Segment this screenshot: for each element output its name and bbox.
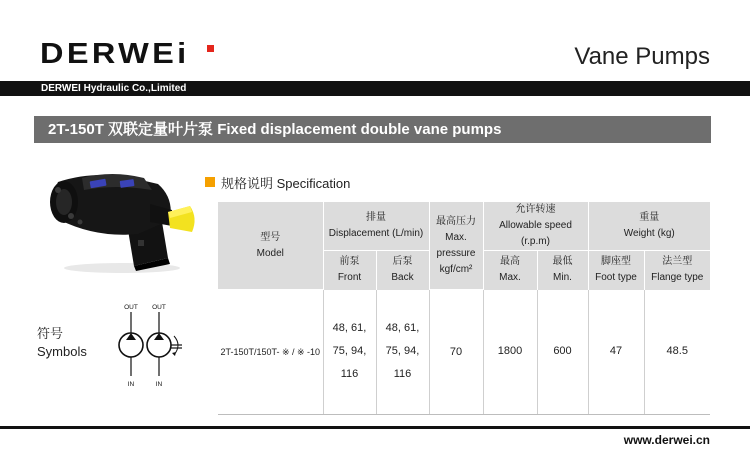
specification-title: 规格说明 Specification xyxy=(221,175,351,191)
header-front-cn: 前泵 xyxy=(339,256,360,268)
out-label-2: OUT xyxy=(152,304,166,311)
header-speed-cn: 允许转速 xyxy=(515,204,556,215)
header-flange-type xyxy=(644,251,710,290)
header-max-pressure xyxy=(429,202,483,290)
bullet-square-icon xyxy=(205,177,215,187)
header-pressure-max: Max. xyxy=(445,231,467,243)
header-pressure-word: pressure xyxy=(436,247,476,259)
header-min-cn: 最低 xyxy=(552,256,573,268)
in-label-1: IN xyxy=(127,381,135,388)
cell-front-line-3: 116 xyxy=(340,368,359,381)
header-max-cn: 最高 xyxy=(500,256,520,268)
cell-back-line-2: 75, 94, xyxy=(385,345,420,358)
cell-max-pressure: 70 xyxy=(429,290,483,415)
cell-front-line-2: 75, 94, xyxy=(332,345,367,358)
footer-divider xyxy=(0,426,750,429)
header-back-cn: 后泵 xyxy=(392,256,413,268)
cell-back-displacement xyxy=(376,290,429,415)
header-back-en: Back xyxy=(391,272,414,284)
cell-front-line-1: 48, 61, xyxy=(332,322,367,335)
header-displacement-cn: 排量 xyxy=(366,212,386,223)
header-weight-cn: 重量 xyxy=(639,212,660,223)
cell-max-speed: 1800 xyxy=(483,290,537,415)
header-foot-cn: 脚座型 xyxy=(601,256,631,268)
header-displacement-en: Displacement (L/min) xyxy=(328,228,424,239)
header-flange-en: Flange type xyxy=(651,272,704,284)
page-title: Vane Pumps xyxy=(574,43,710,70)
header-pressure-unit: kgf/cm² xyxy=(439,263,473,275)
header-max-speed xyxy=(483,251,537,290)
cell-foot-weight: 47 xyxy=(588,290,644,415)
header-foot-type xyxy=(588,251,644,290)
in-label-2: IN xyxy=(155,381,163,388)
company-logo xyxy=(40,38,190,70)
header-max-en: Max. xyxy=(499,272,521,284)
header-model-cn: 型号 xyxy=(260,231,281,243)
company-name: DERWEI Hydraulic Co.,Limited xyxy=(41,83,187,94)
header-weight-en: Weight (kg) xyxy=(623,228,675,239)
website-url: www.derwei.cn xyxy=(623,433,710,447)
header-min-speed xyxy=(537,251,588,290)
cell-flange-weight: 48.5 xyxy=(644,290,710,415)
header-back xyxy=(376,251,429,290)
cell-min-speed: 600 xyxy=(537,290,588,415)
vane-pump-image xyxy=(40,160,200,275)
out-label-1: OUT xyxy=(124,304,138,311)
header-model-en: Model xyxy=(256,247,284,259)
header-weight xyxy=(588,202,710,251)
cell-back-line-3: 116 xyxy=(393,368,412,381)
cell-back-line-1: 48, 61, xyxy=(385,322,420,335)
header-allowable-speed xyxy=(483,202,588,251)
header-min-en: Min. xyxy=(553,272,572,284)
header-displacement xyxy=(323,202,429,251)
header-foot-en: Foot type xyxy=(595,272,637,284)
header-front-en: Front xyxy=(337,272,362,284)
header-flange-cn: 法兰型 xyxy=(662,256,693,268)
product-title: 2T-150T 双联定量叶片泵 Fixed displacement double vane pumps xyxy=(48,121,502,138)
company-bar xyxy=(0,81,750,96)
specification-heading xyxy=(205,173,350,191)
logo-accent-square xyxy=(207,45,214,52)
header-pressure-cn: 最高压力 xyxy=(436,215,476,227)
table-row xyxy=(218,290,710,415)
header-model xyxy=(218,202,323,290)
header-front xyxy=(323,251,376,290)
symbols-label-en: Symbols xyxy=(37,344,87,359)
cell-front-displacement xyxy=(323,290,376,415)
header-speed-en: Allowable speed (r.p.m) xyxy=(499,220,572,247)
logo-text: DERWEi xyxy=(40,38,190,70)
symbols-label-cn: 符号 xyxy=(37,326,64,341)
product-title-bar xyxy=(34,116,711,143)
symbols-label xyxy=(37,325,87,361)
hydraulic-symbol-diagram xyxy=(110,300,190,390)
cell-model: 2T-150T/150T- ※ / ※ -10 xyxy=(218,290,323,415)
specification-table xyxy=(218,202,710,415)
